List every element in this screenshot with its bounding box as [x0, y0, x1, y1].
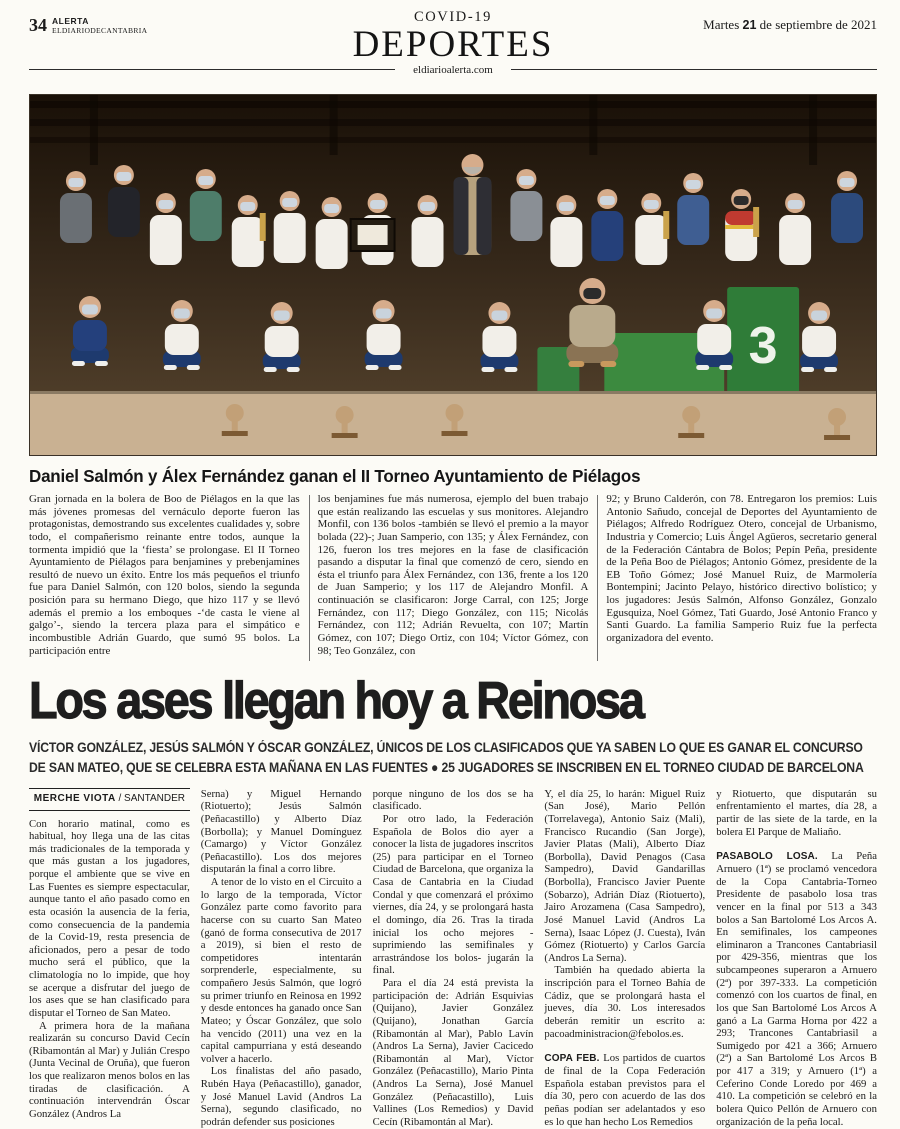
byline-location: / SANTANDER	[115, 792, 185, 804]
tournament-photo-illustration	[30, 95, 876, 455]
section-lead-label: COPA FEB.	[544, 1053, 604, 1065]
article2-headline: Los ases llegan hoy a Reinosa	[29, 672, 643, 730]
brand-block	[52, 16, 147, 35]
issue-date	[703, 17, 877, 33]
body-paragraph: Para el día 24 está prevista la participación de: Adrián Esquivias (Quijano), Javier González (Quijano), Jonathan García (Ribamontán al Mar), Pablo Lavín (Andros La Serna), Javier Cacicedo (Ribamontán al Mar), Víctor González (Peñacastillo), Mario Pinta (Andros La Serna), José Manuel González (Peñacastillo), Luis Vallines (Los Remedios) y David Cecín (Ribamontán al Mar).	[372, 977, 534, 1128]
article1-column-2: los benjamines fue más numerosa, ejemplo del buen trabajo que están realizando las escuelas y sus monitores. Alejandro Monfil, con 136 bolos -también se llevó el premio a la mayor bolada (22)-; Juan Samperio, con 135; y Álex Fernández, con 126, fueron los tres mejores en la fase de clasificación pasando a disputar la final que comenzó de cero, siendo en ésta el triunfo para Álex Fernández, con 136, frente a los 120 de Juan Samperio; y los 117 de Alejandro Monfil. A continuación se clasificaron: Jorge Carral, con 125; Jorge Fernández, con 117; Diego González, con 115; Nicolás Fernández, con 112; Adrián Revuelta, con 107; Martín Gómez, con 107; Diego Ortiz, con 104; Víctor Gómez, con 98; Teo González, con	[317, 493, 589, 657]
section-kicker: COVID-19	[413, 9, 493, 25]
tournament-photo	[29, 94, 877, 456]
body-paragraph: y Riotuerto, que disputarán su enfrentamiento el martes, día 28, a partir de las siete de la tarde, en la bolera El Parque de Maliaño.	[716, 787, 877, 838]
article1-column-3: 92; y Bruno Calderón, con 78. Entregaron los premios: Luis Antonio Sañudo, concejal de Deportes del Ayuntamiento de Piélagos; Alfredo Rodríguez Otero, concejal de Urbanismo, Industria y Comercio; Luis Ángel Agüeros, secretario general de la Federación Cántabra de Bolos; Pepín Peña, presidente de la Peña Boo de Piélagos; Antonio Gómez, presidente de la EB Toño Gómez; José Manuel Ruiz, de Marmolería Bontempini; Jacinto Pelayo, histórico directivo bolístico; y los jugadores: Jesús Salmón, Alfonso González, Gonzalo Egusquiza, Noel Gómez, Tati Guardo, José Antonio Franco y Santi Guardo. La familia Samperio Ruiz fue la perfecta organizadora del evento.	[606, 493, 877, 645]
page-number: 34	[29, 15, 47, 35]
article2-column-2	[201, 788, 362, 1129]
section-paragraph: COPA FEB. Los partidos de cuartos de final de la Copa Federación Española estaban previstos para el día 30, pero con acuerdo de las dos peñas podían ser adelantados y eso es lo que han hecho Los Remedios	[544, 1052, 706, 1128]
byline	[29, 788, 190, 811]
trophy	[663, 211, 669, 239]
body-paragraph: Y, el día 25, lo harán: Miguel Ruiz (San José), Mario Pellón (Torrelavega), Antonio Saiz (Mali), Francisco Rucandio (San Jorge), Javier Platas (Mali), Alberto Díaz (Borbolla), David Penagos (Casa Sampedro), David Gandarillas (Borbolla), Francisco Javier Puente (Sobarzo), Adrián Díaz (Riotuerto), Jairo Arozamena (Casa Sampedro), José Manuel Lavid (Andros La Serna), Isaac López (J. Cuesta), Iván Gómez (Riotuerto) y Carlos García (Andros La Serna).	[544, 787, 706, 964]
article1-column-1: Gran jornada en la bolera de Boo de Piélagos en la que las más jóvenes promesas del vernáculo deporte fueron las protagonistas, demostrando sus excelentes cualidades y, sobre todo, el compañerismo reinante entre todos, aunque la tormenta impidió que la ‘fiesta’ se prolongase. El II Torneo Ayuntamiento de Piélagos para benjamines y prebenjamines resultó de nuevo un éxito. Entre los más pequeños el triunfo fue para Daniel Salmón, con 120 bolos, siendo la segunda posición para su hermano Diego, que hizo 117 y se llevó además el premio a los emboques -‘de casta le viene al galgo’-, siendo la tercera plaza para el simpático e incombustible Adrián Guardo, que sumó 95 bolos. La participación entre	[29, 493, 300, 657]
body-paragraph: A primera hora de la mañana realizarán su concurso David Cecín (Ribamontán al Mar) y Julián Crespo (Junta Vecinal de Oruña), que fueron los que realizaron menos bolos en las tiradas de clasificación. A continuación intervendrán Óscar González (Andros La	[29, 1019, 190, 1120]
header-rule-left	[29, 69, 395, 70]
article2-column-3	[373, 788, 534, 1129]
article2-column-1	[29, 788, 190, 1129]
masthead-brand	[29, 16, 147, 35]
body-paragraph: A tenor de lo visto en el Circuito a lo largo de la temporada, Víctor González parte como favorito para hacerse con su cuarto San Mateo (ganó de forma consecutiva de 2017 a 2019), si bien el resto de competidores intentarán sorprenderle, especialmente, su compañero Jesús Salmón, que logró su primer triunfo en Reinosa en 1992 y desde entonces ha ganado once San Mateo; y Óscar González, que solo ha vencido (2011) una vez en la capital campurriana y está deseando volver a hacerlo.	[200, 876, 362, 1065]
body-paragraph: Serna) y Miguel Hernando (Riotuerto); Jesús Salmón (Peñacastillo) y Alberto Díaz (Borbolla); y Manuel Domínguez (Camargo) y Víctor González (Peñacastillo). Los dos mejores disputarán la final a corro libre.	[200, 787, 362, 876]
trophy	[260, 213, 266, 241]
brand-name: ALERTA	[52, 16, 89, 26]
article2-subhead	[29, 738, 864, 779]
section-paragraph: PASABOLO LOSA. La Peña Arnuero (1ª) se proclamó vencedora de la Copa Cantabria-Torneo Presidente de pasabolo losa tras vencer en la final por 513 a 343 bolos a San Bartolomé Los Arcos A. En semifinales, los campeones eliminaron a Trancones Cantabriasil por 429-356, mientras que los subcampeones superaron a Arnuero (2ª) por 397-333. La competición comenzó con los cuartos de final, en los que San Bartolomé Los Arcos A ganó a La Garma Horna por 422 a 293; Trancones Cantabriasil a Sumigedo por 421 a 366; Arnuero (2ª) a San Bartolomé Los Arcos B por 417 a 319; y Arnuero (1ª) a Ceferino Conde Loredo por 469 a 410. La competición se celebró en la bolera Quico Pellón de Arnuero con organización de la peña local.	[716, 850, 877, 1128]
article2-column-4	[544, 788, 705, 1129]
article2-body	[29, 788, 877, 1129]
article2-column-1-text	[29, 818, 190, 1121]
section-title: DEPORTES	[352, 24, 554, 65]
article2-column-5	[716, 788, 877, 1129]
article1-headline: Daniel Salmón y Álex Fernández ganan el II Torneo Ayuntamiento de Piélagos	[29, 466, 641, 486]
brand-subtitle: ELDIARIODECANTABRIA	[52, 25, 148, 35]
body-paragraph: porque ninguno de los dos se ha clasificado.	[372, 787, 534, 813]
body-paragraph: Por otro lado, la Federación Española de Bolos dio ayer a conocer la lista de jugadores inscritos (25) para participar en el Torneo Ciudad de Barcelona, que organiza la Casa de Cantabria en la Ciudad Condal y que comenzará el próximo viernes, día 24, y se prolongará hasta el domingo, día 26. Tras la tirada inicial los ocho mejores -suprimiendo las semifinales y arrastrándose los bolos- jugarán la final.	[372, 812, 534, 977]
page-header	[29, 4, 877, 88]
website-url: eldiarioalerta.com	[413, 63, 493, 76]
body-paragraph: Con horario matinal, como es habitual, hoy llega una de las citas más tradicionales de la temporada y que más gustan a los jugadores, porque el ambiente que se vive en Las Fuentes es siempre espectacular, aunque tanto el año pasado como en esta ocasión la ausencia de la feria, como consecuencia de la pandemia de la Covid-19, resta presencia de aficionados, pero a pesar de todo mucho será el público, que la climatología no lo impide, que hoy se acerque a disfrutar del juego de los ases que se han clasificado para disputar el Torneo de San Mateo.	[29, 817, 190, 1019]
date-day: 21	[742, 18, 757, 32]
subhead-line-2: DE SAN MATEO, QUE SE CELEBRA ESTA MAÑANA EN LAS FUENTES ● 25 JUGADORES SE INSCRIBEN EN EL TORNEO CIUDAD DE BARCELONA	[29, 760, 864, 776]
body-paragraph: Los finalistas del año pasado, Rubén Haya (Peñacastillo), ganador, y José Manuel Lavid (Andros La Serna), segundo clasificado, no podrán defender sus posiciones	[200, 1065, 362, 1128]
header-rule-right	[511, 69, 877, 70]
body-paragraph: También ha quedado abierta la inscripción para el Torneo Bahía de Cádiz, que se prolongará hasta el jueves, día 30. Los interesados deberán remitir un escrito a: pacoadministracion@febolos.es.	[544, 964, 706, 1040]
header-rule-row	[29, 64, 877, 76]
subhead-line-1: VÍCTOR GONZÁLEZ, JESÚS SALMÓN Y ÓSCAR GONZÁLEZ, ÚNICOS DE LOS CLASIFICADOS QUE YA SABEN LO QUE ES GANAR EL CONCURSO	[29, 739, 863, 755]
article1-body	[29, 493, 877, 663]
date-suffix: de septiembre de 2021	[756, 17, 877, 32]
column-divider	[597, 495, 598, 661]
lane-number-3: 3	[748, 316, 778, 376]
section-lead-label: PASABOLO LOSA.	[716, 851, 832, 863]
column-divider	[309, 495, 310, 661]
date-prefix: Martes	[703, 17, 743, 32]
byline-author: MERCHE VIOTA	[33, 792, 116, 804]
